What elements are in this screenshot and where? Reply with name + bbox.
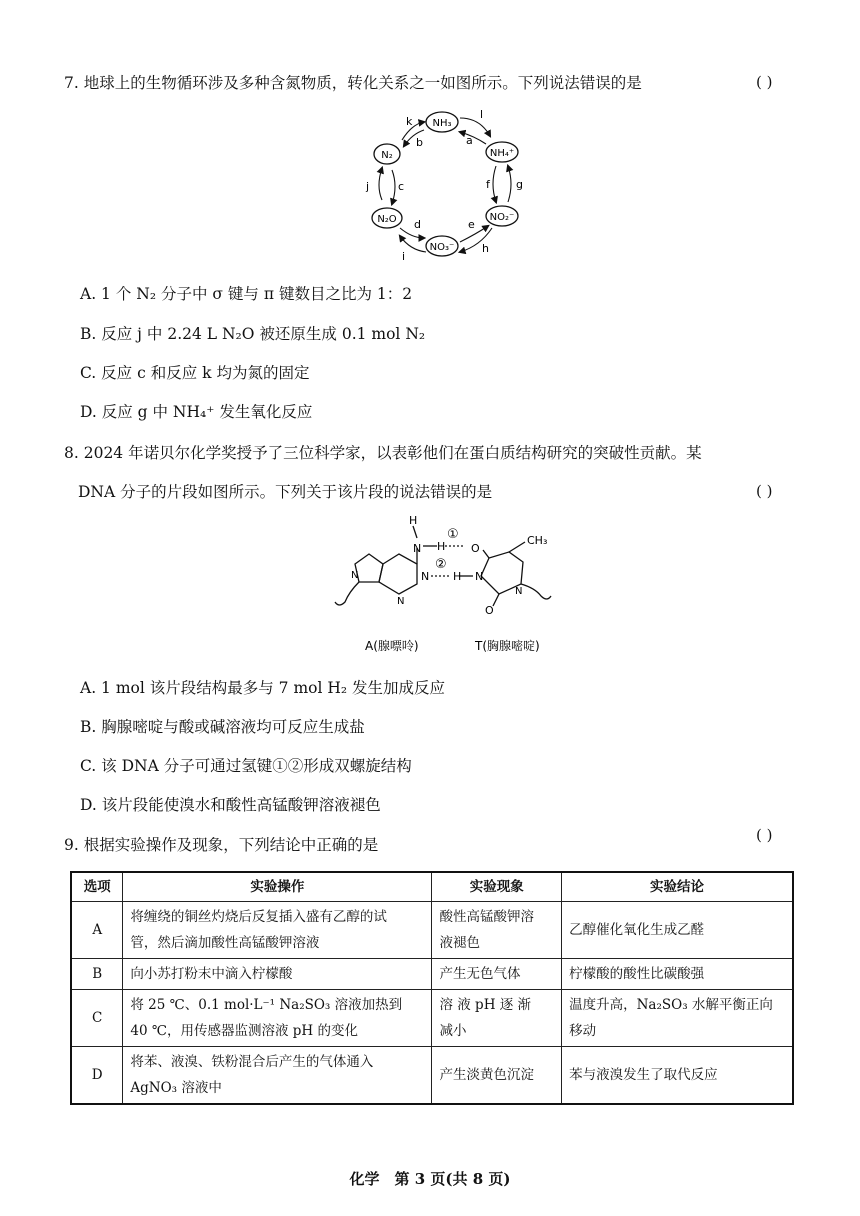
svg-text:H: H (409, 514, 418, 527)
svg-text:O: O (471, 542, 480, 555)
label-i: i (402, 250, 406, 263)
header-phenomenon: 实验现象 (432, 872, 562, 902)
svg-text:N: N (351, 570, 359, 581)
label-thymine: T(胸腺嘧啶) (475, 639, 540, 653)
header-operation: 实验操作 (123, 872, 432, 902)
svg-text:NH₄⁺: NH₄⁺ (489, 148, 515, 159)
node-n2o (372, 208, 402, 228)
page-footer: 化学 第 3 页(共 8 页) (349, 1170, 511, 1188)
label-l: l (480, 108, 484, 121)
q8-answer-bracket: ( ) (756, 482, 773, 500)
row-phenomenon: 产生淡黄色沉淀 (432, 1047, 562, 1105)
q7-option-d: D. 反应 g 中 NH₄⁺ 发生氧化反应 (80, 403, 313, 421)
header-option: 选项 (71, 872, 123, 902)
svg-text:H: H (437, 540, 446, 553)
svg-text:H: H (453, 570, 462, 583)
q7-option-b: B. 反应 j 中 2.24 L N₂O 被还原生成 0.1 mol N₂ (80, 325, 426, 343)
q7-stem: 7. 地球上的生物循环涉及多种含氮物质，转化关系之一如图所示。下列说法错误的是 (64, 74, 642, 92)
label-c: c (398, 180, 405, 193)
svg-text:NO₂⁻: NO₂⁻ (489, 212, 515, 223)
table-row (71, 990, 793, 1047)
h-bond-2-label: ② (435, 557, 447, 572)
row-conclusion: 柠檬酸的酸性比碳酸强 (562, 959, 793, 990)
q8-stem-line2: DNA 分子的片段如图所示。下列关于该片段的说法错误的是 (78, 483, 493, 501)
q8-stem-line1: 8. 2024 年诺贝尔化学奖授予了三位科学家，以表彰他们在蛋白质结构研究的突破性贡献。某 (64, 444, 702, 462)
node-n2 (374, 144, 400, 164)
nitrogen-cycle-diagram (330, 100, 550, 270)
row-phenomenon: 酸性高锰酸钾溶 液褪色 (432, 902, 562, 959)
row-operation: 将 25 ℃、0.1 mol·L⁻¹ Na₂SO₃ 溶液加热到 40 ℃，用传感器监测溶液 pH 的变化 (123, 990, 432, 1047)
label-adenine: A(腺嘌呤) (365, 639, 419, 653)
row-option: B (71, 959, 123, 990)
node-no2 (486, 206, 518, 226)
svg-text:N: N (421, 570, 430, 583)
row-option: A (71, 902, 123, 959)
row-conclusion: 苯与液溴发生了取代反应 (562, 1047, 793, 1105)
q8-option-d: D. 该片段能使溴水和酸性高锰酸钾溶液褪色 (80, 796, 381, 814)
q8-option-c: C. 该 DNA 分子可通过氢键①②形成双螺旋结构 (80, 757, 412, 775)
label-h: h (482, 242, 489, 255)
row-option: C (71, 990, 123, 1047)
svg-text:CH₃: CH₃ (527, 534, 548, 547)
label-f: f (486, 178, 490, 191)
table-header-row (71, 872, 793, 902)
h-bond-1-label: ① (447, 527, 459, 542)
row-operation: 向小苏打粉末中滴入柠檬酸 (123, 959, 432, 990)
label-k: k (406, 115, 413, 128)
row-phenomenon: 溶 液 pH 逐 渐 减小 (432, 990, 562, 1047)
node-nh4 (486, 142, 518, 162)
row-operation: 将缠绕的铜丝灼烧后反复插入盛有乙醇的试 管，然后滴加酸性高锰酸钾溶液 (123, 902, 432, 959)
svg-text:N: N (413, 542, 422, 555)
row-conclusion: 温度升高，Na₂SO₃ 水解平衡正向 移动 (562, 990, 793, 1047)
svg-text:N: N (515, 586, 523, 597)
q8-option-a: A. 1 mol 该片段结构最多与 7 mol H₂ 发生加成反应 (80, 679, 446, 697)
svg-text:O: O (485, 604, 494, 617)
q7-answer-bracket: ( ) (756, 73, 773, 91)
q7-option-c: C. 反应 c 和反应 k 均为氮的固定 (80, 364, 310, 382)
svg-text:N: N (475, 570, 484, 583)
row-conclusion: 乙醇催化氧化生成乙醛 (562, 902, 793, 959)
q9-stem: 9. 根据实验操作及现象，下列结论中正确的是 (64, 836, 379, 854)
experiment-table (70, 871, 794, 1105)
dna-base-pair-structure (325, 512, 575, 662)
label-b: b (416, 136, 423, 149)
row-operation: 将苯、液溴、铁粉混合后产生的气体通入 AgNO₃ 溶液中 (123, 1047, 432, 1105)
table-row (71, 1047, 793, 1105)
q8-option-b: B. 胸腺嘧啶与酸或碱溶液均可反应生成盐 (80, 718, 365, 736)
label-a: a (466, 134, 473, 147)
svg-text:NH₃: NH₃ (432, 118, 452, 129)
table-row (71, 902, 793, 959)
q7-option-a: A. 1 个 N₂ 分子中 σ 键与 π 键数目之比为 1：2 (80, 285, 413, 303)
label-e: e (468, 218, 475, 231)
label-g: g (516, 178, 523, 191)
q9-answer-bracket: ( ) (756, 826, 773, 844)
svg-text:N: N (397, 596, 405, 607)
node-nh3 (426, 112, 458, 132)
row-phenomenon: 产生无色气体 (432, 959, 562, 990)
row-option: D (71, 1047, 123, 1105)
svg-text:NO₃⁻: NO₃⁻ (429, 242, 455, 253)
svg-text:N₂: N₂ (381, 150, 393, 161)
label-j: j (366, 180, 370, 193)
table-row (71, 959, 793, 990)
label-d: d (414, 218, 421, 231)
svg-text:N₂O: N₂O (377, 214, 397, 225)
node-no3 (426, 236, 458, 256)
header-conclusion: 实验结论 (562, 872, 793, 902)
